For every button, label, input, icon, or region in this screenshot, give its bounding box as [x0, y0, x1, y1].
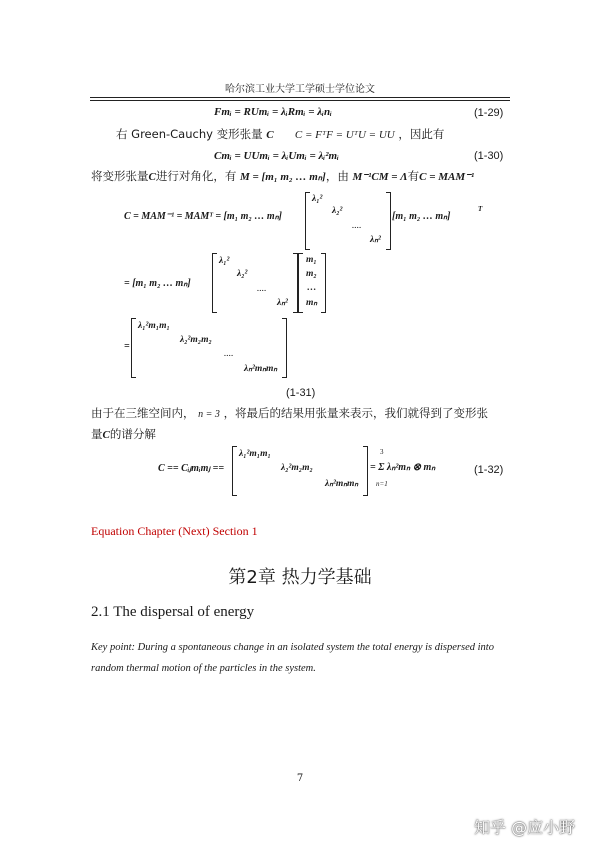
key-point-line-2: random thermal motion of the particles in the system. [91, 663, 316, 674]
page-number: 7 [296, 773, 304, 784]
eq131-outer-matrix [131, 318, 287, 378]
eq131-col-2: … [307, 283, 317, 293]
section-heading: 2.1 The dispersal of energy [91, 604, 255, 620]
eq132-elem-1: λ₁²m₁m₁ [239, 449, 271, 459]
eq131-diag-matrix-1 [305, 192, 391, 250]
eq131-diag-matrix-2 [212, 253, 298, 313]
para3-c: 量 [91, 427, 103, 441]
para3-b: ，将最后的结果用张量来表示，我们就得到了变形张 [223, 406, 489, 420]
para2-mdef: M = [m₁ m₂ … mₙ] [240, 171, 326, 183]
eq132-matrix [232, 446, 368, 496]
eq131-lhs: C = MAM⁻¹ = MAMᵀ = [m₁ m₂ … mₙ] [124, 211, 283, 222]
paragraph-spectral-line2 [91, 424, 156, 445]
eq132-elem-n: λₙ²mₙmₙ [325, 479, 359, 489]
equation-1-29: Fmᵢ = RUmᵢ = λᵢRmᵢ = λᵢnᵢ [214, 106, 332, 118]
eq131-col-1: m₂ [306, 269, 317, 279]
para1-suffix: ，因此有 [398, 127, 445, 141]
eq131-column-vector [298, 253, 326, 313]
eq131-m1-dots: .... [352, 221, 362, 231]
eq132-rhs: = Σ λₙ²mₙ ⊗ mₙ [370, 462, 436, 473]
eq131-col-3: mₙ [306, 298, 318, 308]
paragraph-diagonalize [91, 166, 474, 187]
para2-d: 有 [407, 169, 420, 183]
eq132-lhs: C == Cᵢⱼmᵢmⱼ == [158, 463, 225, 474]
eq131-m1-lambda2: λ₂² [332, 206, 343, 216]
eq132-sum-top: 3 [380, 448, 384, 456]
eq131-m2-lambda1: λ₁² [219, 256, 230, 266]
para2-var: C [148, 171, 156, 183]
equation-number-1-31: (1-31) [286, 387, 316, 399]
para1-var: C [266, 129, 274, 141]
para3-d: 的谱分解 [109, 427, 156, 441]
eq131-m1-lambdan: λₙ² [370, 235, 381, 245]
paragraph-green-cauchy [116, 124, 444, 145]
para2-a: 将变形张量 [91, 169, 149, 183]
header-rule-thick [90, 97, 510, 98]
equation-chapter-field-code: Equation Chapter (Next) Section 1 [91, 524, 258, 538]
eq132-elem-2: λ₂²m₂m₂ [281, 463, 313, 473]
chapter-title: 第2章 热力学基础 [228, 567, 372, 588]
eq131-m2-lambdan: λₙ² [277, 298, 288, 308]
para2-b: 进行对角化，有 [155, 169, 237, 183]
eq131-outer-2: λ₂²m₂m₂ [180, 335, 212, 345]
key-point-line-1: Key point: During a spontaneous change in an isolated system the total energy is dispersed into [91, 642, 494, 653]
para3-a: 由于在三维空间内， [91, 406, 195, 420]
eq131-m2-dots: .... [257, 284, 267, 294]
para2-rel: M⁻¹CM = Λ [352, 171, 408, 183]
eq131-line3-eq: = [124, 341, 130, 352]
para3-var: C [102, 429, 110, 441]
para1-prefix: 右 Green-Cauchy 变形张量 [116, 127, 263, 141]
eq131-outer-n: λₙ²mₙmₙ [244, 364, 278, 374]
eq131-col-0: m₁ [306, 255, 317, 265]
eq131-m2-lambda2: λ₂² [237, 269, 248, 279]
paragraph-spectral-line1 [91, 403, 488, 425]
watermark: 知乎 @应小野 [474, 818, 576, 837]
equation-1-30: Cmᵢ = UUmᵢ = λᵢUmᵢ = λᵢ²mᵢ [214, 150, 339, 162]
eq131-outer-1: λ₁²m₁m₁ [138, 321, 170, 331]
eq131-m1-lambda1: λ₁² [312, 194, 323, 204]
key-point-paragraph [91, 637, 511, 679]
eq131-transpose: T [478, 205, 483, 213]
running-header: 哈尔滨工业大学工学硕士学位论文 [225, 84, 375, 95]
equation-number-1-29: (1-29) [474, 107, 504, 119]
eq132-rhs-group [370, 448, 450, 498]
eq131-outer-dots: .... [224, 349, 234, 359]
eq132-sum-bot: n=1 [376, 480, 388, 488]
equation-number-1-32: (1-32) [474, 464, 504, 476]
para3-n3: n = 3 [198, 409, 220, 420]
para1-formula: C = FᵀF = UᵀU = UU [294, 129, 395, 141]
eq131-rowvec: [m₁ m₂ … mₙ] [392, 211, 451, 222]
header-rule-thin [90, 100, 510, 101]
para2-c: ，由 [325, 169, 349, 183]
para2-res: C = MAM⁻¹ [419, 171, 475, 183]
eq131-line2-lhs: = [m₁ m₂ … mₙ] [124, 278, 191, 289]
equation-number-1-30: (1-30) [474, 150, 504, 162]
